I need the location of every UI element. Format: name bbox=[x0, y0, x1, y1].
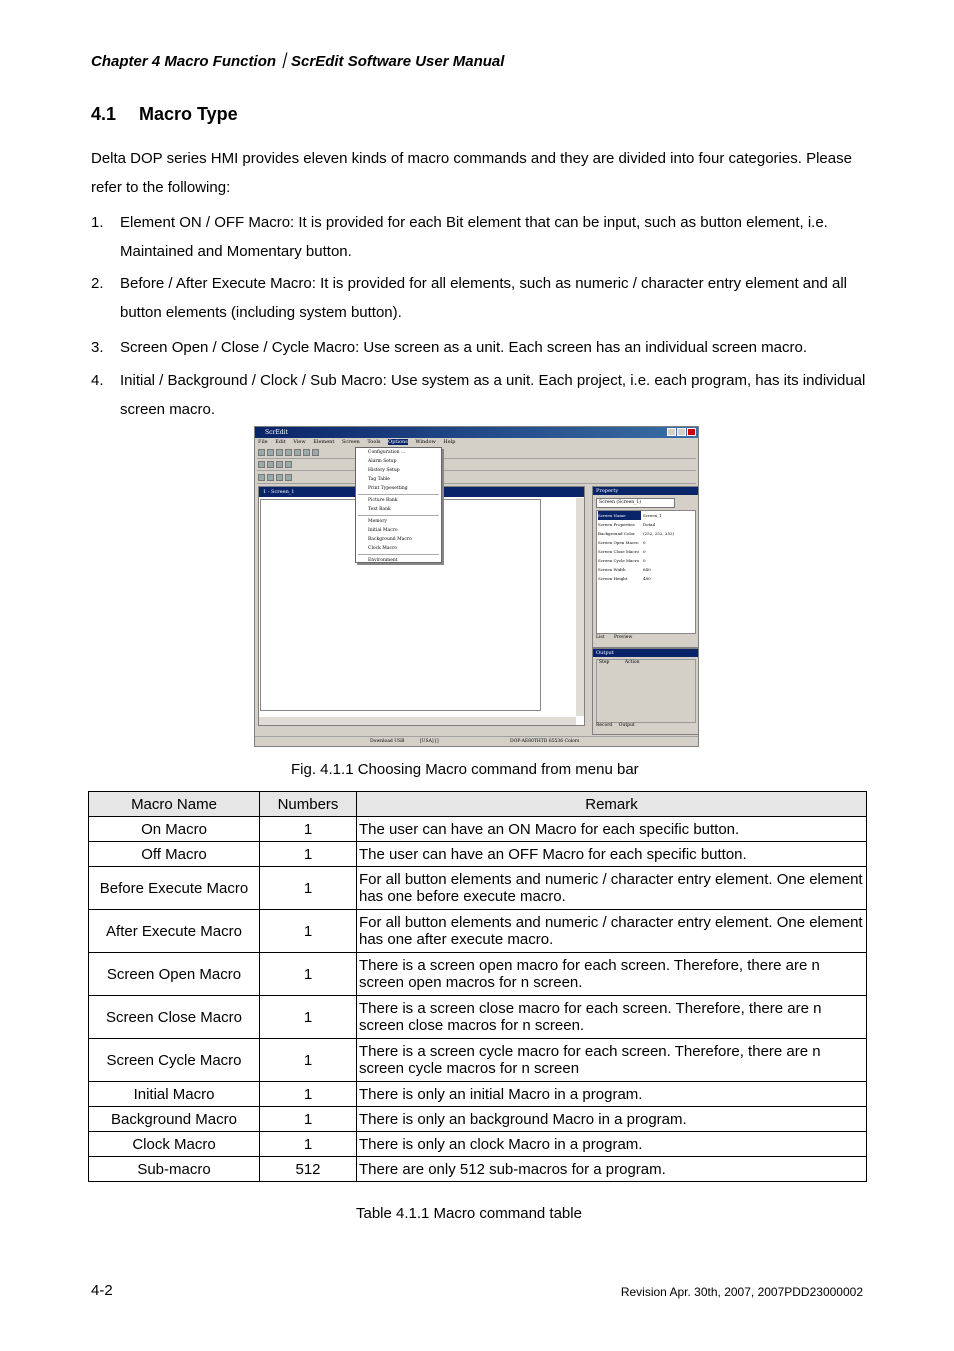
cell-name: Clock Macro bbox=[89, 1132, 260, 1157]
figure-caption: Fig. 4.1.1 Choosing Macro command from menu bar bbox=[291, 761, 639, 778]
property-title: Property bbox=[593, 487, 699, 495]
list-text: Screen Open / Close / Cycle Macro: Use screen as a unit. Each screen has an individual screen macro. bbox=[120, 339, 807, 356]
menu-item-clock-macro[interactable]: Clock Macro bbox=[368, 546, 397, 551]
property-selector[interactable]: Screen (Screen_1) bbox=[596, 498, 675, 508]
cell-number: 1 bbox=[260, 1132, 357, 1157]
tab-preview[interactable]: Preview bbox=[613, 635, 633, 640]
cell-number: 1 bbox=[260, 867, 357, 910]
property-panel bbox=[592, 486, 699, 648]
cell-number: 1 bbox=[260, 910, 357, 953]
menu-separator bbox=[358, 554, 439, 555]
cell-name: Initial Macro bbox=[89, 1082, 260, 1107]
property-row[interactable]: Screen Close Macro 0 bbox=[598, 549, 646, 554]
status-model: DOP-AE80THTD 65536 Colors bbox=[510, 739, 580, 744]
table-row bbox=[89, 1082, 867, 1107]
status-bar bbox=[255, 736, 698, 746]
menu-item-picture-bank[interactable]: Picture Bank bbox=[368, 498, 398, 503]
property-row[interactable]: Screen Properties Detail bbox=[598, 522, 656, 527]
menu-item-print-typesetting[interactable]: Print Typesetting bbox=[368, 486, 408, 491]
minimize-icon[interactable] bbox=[667, 428, 676, 436]
cell-remark: There is only an initial Macro in a program. bbox=[357, 1082, 867, 1107]
table-row bbox=[89, 842, 867, 867]
cell-name: Screen Cycle Macro bbox=[89, 1039, 260, 1082]
cell-number: 512 bbox=[260, 1157, 357, 1182]
cell-remark: There is a screen open macro for each screen. Therefore, there are n screen open macros for n screen. bbox=[357, 953, 867, 996]
cell-remark: There are only 512 sub-macros for a program. bbox=[357, 1157, 867, 1182]
app-titlebar bbox=[255, 427, 698, 438]
screenshot-figure bbox=[254, 426, 699, 747]
list-number: 2. bbox=[91, 275, 104, 292]
bold-icon[interactable] bbox=[267, 461, 274, 468]
cell-name: Background Macro bbox=[89, 1107, 260, 1132]
menu-options[interactable]: Options bbox=[388, 439, 408, 445]
menu-screen[interactable]: Screen bbox=[342, 439, 360, 445]
cell-remark: There is a screen close macro for each screen. Therefore, there are n screen close macros for n screen. bbox=[357, 996, 867, 1039]
toolbar-elements bbox=[257, 472, 696, 484]
page-number: 4-2 bbox=[91, 1282, 113, 1299]
cut-icon[interactable] bbox=[303, 449, 310, 456]
cell-name: After Execute Macro bbox=[89, 910, 260, 953]
table-header-row bbox=[89, 792, 867, 817]
cell-number: 1 bbox=[260, 953, 357, 996]
output-panel bbox=[592, 648, 699, 735]
intro-paragraph: Delta DOP series HMI provides eleven kinds of macro commands and they are divided into four categories. Please refer to the following: bbox=[91, 150, 852, 196]
cell-number: 1 bbox=[260, 817, 357, 842]
table-row bbox=[89, 953, 867, 996]
menu-item-text-bank[interactable]: Text Bank bbox=[368, 507, 391, 512]
close-icon[interactable] bbox=[687, 428, 696, 436]
list-number: 1. bbox=[91, 214, 104, 231]
table-row bbox=[89, 996, 867, 1039]
vertical-scrollbar[interactable] bbox=[576, 498, 584, 716]
menu-tools[interactable]: Tools bbox=[367, 439, 381, 445]
list-item bbox=[91, 208, 871, 266]
horizontal-scrollbar[interactable] bbox=[259, 717, 576, 725]
list-item bbox=[91, 269, 871, 327]
cell-remark: There is only an background Macro in a program. bbox=[357, 1107, 867, 1132]
menu-element[interactable]: Element bbox=[313, 439, 335, 445]
toolbar-format bbox=[257, 459, 696, 471]
open-icon[interactable] bbox=[267, 449, 274, 456]
output-col-step: Step bbox=[599, 660, 610, 665]
header-numbers: Numbers bbox=[260, 792, 357, 817]
property-row[interactable]: Screen Name Screen_1 bbox=[598, 513, 662, 518]
menu-item-history-setup[interactable]: History Setup bbox=[368, 468, 400, 473]
running-header: Chapter 4 Macro Function｜ScrEdit Software User Manual bbox=[91, 53, 505, 70]
cell-remark: For all button elements and numeric / character entry element. One element has one before execute macro. bbox=[357, 867, 867, 910]
cell-remark: There is a screen cycle macro for each screen. Therefore, there are n screen cycle macros for n screen bbox=[357, 1039, 867, 1082]
property-row[interactable]: Screen Cycle Macro 0 bbox=[598, 558, 646, 563]
cell-number: 1 bbox=[260, 842, 357, 867]
menu-item-alarm-setup[interactable]: Alarm Setup bbox=[368, 459, 397, 464]
header-macro-name: Macro Name bbox=[89, 792, 260, 817]
table-row bbox=[89, 867, 867, 910]
section-number: 4.1 bbox=[91, 104, 117, 124]
menu-file[interactable]: File bbox=[258, 439, 268, 445]
menu-item-environment[interactable]: Environment bbox=[368, 558, 398, 563]
new-icon[interactable] bbox=[258, 449, 265, 456]
table-row bbox=[89, 1157, 867, 1182]
table-caption: Table 4.1.1 Macro command table bbox=[356, 1205, 582, 1222]
table-row bbox=[89, 817, 867, 842]
status-language: [USA] [] bbox=[420, 739, 439, 744]
list-number: 4. bbox=[91, 372, 104, 389]
property-row[interactable]: Screen Height 480 bbox=[598, 576, 651, 581]
list-item bbox=[91, 333, 871, 362]
menu-item-memory[interactable]: Memory bbox=[368, 519, 387, 524]
menu-bar bbox=[255, 438, 698, 447]
options-dropdown bbox=[355, 447, 442, 563]
lamp-element-icon[interactable] bbox=[267, 474, 274, 481]
italic-icon[interactable] bbox=[276, 461, 283, 468]
cell-number: 1 bbox=[260, 1039, 357, 1082]
cell-name: Screen Open Macro bbox=[89, 953, 260, 996]
revision-note: Revision Apr. 30th, 2007, 2007PDD23000002 bbox=[620, 1285, 863, 1299]
menu-separator bbox=[358, 515, 439, 516]
list-text: Initial / Background / Clock / Sub Macro: Use system as a unit. Each project, i.e. each program, has its individual screen macro. bbox=[120, 372, 866, 418]
list-item bbox=[91, 366, 871, 424]
menu-window[interactable]: Window bbox=[415, 439, 436, 445]
list-text: Before / After Execute Macro: It is provided for all elements, such as numeric / character entry element and all button elements (including system button). bbox=[120, 275, 848, 321]
font-icon[interactable] bbox=[258, 461, 265, 468]
property-row[interactable]: Screen Open Macro 0 bbox=[598, 540, 646, 545]
list-number: 3. bbox=[91, 339, 104, 356]
macro-table bbox=[88, 791, 867, 1182]
tab-record[interactable]: Record bbox=[596, 723, 613, 728]
meter-element-icon[interactable] bbox=[276, 474, 283, 481]
cell-remark: There is only an clock Macro in a program. bbox=[357, 1132, 867, 1157]
cell-name: Sub-macro bbox=[89, 1157, 260, 1182]
menu-help[interactable]: Help bbox=[443, 439, 456, 445]
menu-edit[interactable]: Edit bbox=[275, 439, 286, 445]
tab-list[interactable]: List bbox=[596, 635, 605, 640]
cell-remark: The user can have an ON Macro for each specific button. bbox=[357, 817, 867, 842]
save-icon[interactable] bbox=[276, 449, 283, 456]
output-col-action: Action bbox=[624, 660, 640, 665]
property-row[interactable]: Screen Width 640 bbox=[598, 567, 651, 572]
button-element-icon[interactable] bbox=[258, 474, 265, 481]
cell-remark: The user can have an OFF Macro for each specific button. bbox=[357, 842, 867, 867]
cell-name: Before Execute Macro bbox=[89, 867, 260, 910]
property-row[interactable]: Background Color (252, 252, 252) bbox=[598, 531, 675, 536]
toolbar-standard bbox=[257, 447, 696, 459]
underline-icon[interactable] bbox=[285, 461, 292, 468]
screen-window-title: 1 - Screen_1 bbox=[259, 487, 584, 497]
menu-item-background-macro[interactable]: Background Macro bbox=[368, 537, 412, 542]
property-list bbox=[596, 510, 696, 634]
table-row bbox=[89, 1132, 867, 1157]
undo-icon[interactable] bbox=[285, 449, 292, 456]
cell-name: On Macro bbox=[89, 817, 260, 842]
table-row bbox=[89, 910, 867, 953]
section-title: Macro Type bbox=[139, 104, 238, 124]
cell-number: 1 bbox=[260, 996, 357, 1039]
tab-output[interactable]: Output bbox=[618, 723, 635, 728]
menu-item-initial-macro[interactable]: Initial Macro bbox=[368, 528, 398, 533]
app-title: ScrEdit bbox=[265, 429, 288, 436]
output-title: Output bbox=[593, 649, 699, 657]
maximize-icon[interactable] bbox=[677, 428, 686, 436]
menu-item-tag-table[interactable]: Tag Table bbox=[368, 477, 390, 482]
graph-element-icon[interactable] bbox=[285, 474, 292, 481]
menu-item-configuration[interactable]: Configuration ... bbox=[368, 450, 406, 455]
section-heading bbox=[91, 104, 238, 125]
table-row bbox=[89, 1107, 867, 1132]
list-text: Element ON / OFF Macro: It is provided for each Bit element that can be input, such as button element, i.e. Maintained and Momentary button. bbox=[120, 214, 828, 260]
cell-name: Screen Close Macro bbox=[89, 996, 260, 1039]
cell-remark: For all button elements and numeric / character entry element. One element has one after execute macro. bbox=[357, 910, 867, 953]
redo-icon[interactable] bbox=[294, 449, 301, 456]
header-remark: Remark bbox=[357, 792, 867, 817]
menu-view[interactable]: View bbox=[293, 439, 306, 445]
cell-number: 1 bbox=[260, 1107, 357, 1132]
cell-name: Off Macro bbox=[89, 842, 260, 867]
copy-icon[interactable] bbox=[312, 449, 319, 456]
cell-number: 1 bbox=[260, 1082, 357, 1107]
status-download: Download USB bbox=[370, 739, 405, 744]
menu-separator bbox=[358, 494, 439, 495]
table-row bbox=[89, 1039, 867, 1082]
